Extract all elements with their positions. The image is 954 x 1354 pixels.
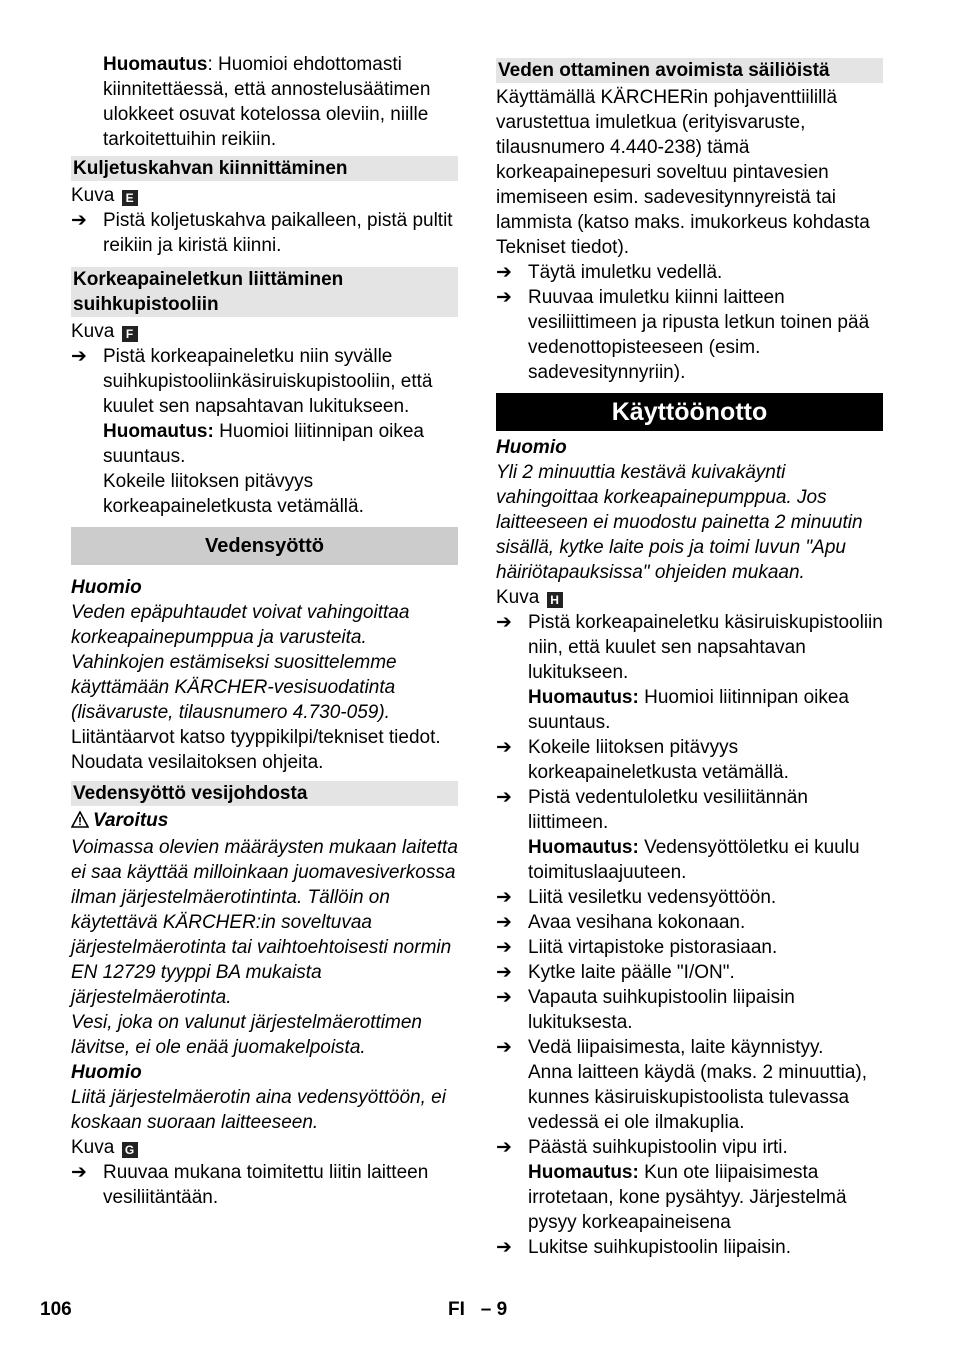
- arrow-right-icon: ➔: [496, 787, 512, 808]
- list-item: ➔ Vapauta suihkupistoolin liipaisin lukituksesta.: [496, 987, 795, 1033]
- arrow-right-icon: ➔: [496, 962, 512, 983]
- warning-title: Varoitus: [71, 808, 458, 835]
- paragraph: Käyttämällä KÄRCHERin pohjaventtiilillä varustettua imuletkua (erityisvaruste, tilausnumero 4.440-238) tämä korkeapainepesuri soveltuu pintavesien imemiseen esim. sadevesitynnyreistä tai lammista (katso maks. imukorkeus kohdasta Tekniset tiedot).: [496, 87, 870, 258]
- list-item: ➔ Pistä korkeapaineletku käsiruiskupistooliin niin, että kuulet sen napsahtavan lukitukseen.: [496, 612, 883, 683]
- caution-title: Huomio: [71, 1062, 142, 1083]
- section-heading-kuljetuskahva: Kuljetuskahvan kiinnittäminen: [71, 156, 458, 181]
- left-column: [71, 52, 458, 1210]
- caution-text: Veden epäpuhtaudet voivat vahingoittaa korkeapainepumppua ja varusteita. Vahinkojen estämiseksi suosittelemme käyttämään KÄRCHER-vesisuodatinta (lisävaruste, tilausnumero 4.730-059).: [71, 602, 410, 723]
- list-item: ➔ Pistä koljetuskahva paikalleen, pistä pultit reikiin ja kiristä kiinni.: [71, 210, 453, 256]
- figure-ref-f: Kuva F: [71, 319, 458, 344]
- list-item: ➔ Lukitse suihkupistoolin liipaisin.: [496, 1237, 791, 1258]
- list-item: ➔ Pistä korkeapaineletku niin syvälle suihkupistooliinkäsiruiskupistooliin, että kuulet sen napsahtavan lukitukseen.: [71, 346, 433, 417]
- paragraph: Noudata vesilaitoksen ohjeita.: [71, 752, 324, 773]
- note: Huomautus: Vedensyöttöletku ei kuulu toimituslaajuuteen.: [528, 837, 860, 883]
- list-item: ➔ Kokeile liitoksen pitävyys korkeapaineletkusta vetämällä.: [496, 737, 789, 783]
- warning-triangle-icon: [71, 810, 93, 835]
- paragraph: Liitäntäarvot katso tyyppikilpi/tekniset tiedot.: [71, 727, 441, 748]
- arrow-right-icon: ➔: [71, 210, 87, 231]
- arrow-right-icon: ➔: [496, 912, 512, 933]
- list-item: ➔ Päästä suihkupistoolin vipu irti.: [496, 1137, 788, 1158]
- list-item: ➔ Ruuvaa imuletku kiinni laitteen vesiliittimeen ja ripusta letkun toinen pää vedenottopisteeseen (esim. sadevesitynnyriin).: [496, 287, 870, 383]
- figure-ref-h: Kuva H: [496, 585, 883, 610]
- arrow-right-icon: ➔: [71, 346, 87, 367]
- figure-letter-icon: F: [122, 326, 138, 342]
- arrow-right-icon: ➔: [496, 937, 512, 958]
- arrow-right-icon: ➔: [496, 1137, 512, 1158]
- note-intro: Huomautus: Huomioi ehdottomasti kiinnitettäessä, että annostelusäätimen ulokkeet osuvat kotelossa oleviin, niille tarkoitettuihin reikiin.: [103, 54, 431, 150]
- list-item: ➔ Vedä liipaisimesta, laite käynnistyy.: [496, 1037, 824, 1058]
- page-number: 106: [40, 1299, 72, 1320]
- caution-title: Huomio: [71, 577, 142, 598]
- warning-text: Voimassa olevien määräysten mukaan laitetta ei saa käyttää milloinkaan juomavesiverkossa ilman järjestelmäerotintinta. Tällöin on käytettävä KÄRCHER:in soveltuvaa järjestelmäerotinta tai vaihtoehtoisesti normin EN 12729 tyyppi BA mukaista järjestelmäerotinta.: [71, 837, 458, 1008]
- section-heading-korkeapaineletku: Korkeapaineletkun liittäminen suihkupistooliin: [71, 267, 458, 317]
- list-item: ➔ Liitä vesiletku vedensyöttöön.: [496, 887, 777, 908]
- caution-text: Liitä järjestelmäerotin aina vedensyöttöön, ei koskaan suoraan laitteeseen.: [71, 1087, 446, 1133]
- figure-letter-icon: H: [547, 592, 563, 608]
- list-item: ➔ Liitä virtapistoke pistorasiaan.: [496, 937, 778, 958]
- chapter-title-kayttoonotto: Käyttöönotto: [496, 393, 883, 431]
- section-heading-avoimista: Veden ottaminen avoimista säiliöistä: [496, 58, 883, 83]
- arrow-right-icon: ➔: [496, 987, 512, 1008]
- list-item: ➔ Avaa vesihana kokonaan.: [496, 912, 746, 933]
- arrow-right-icon: ➔: [496, 1037, 512, 1058]
- note: Huomautus: Huomioi liitinnipan oikea suuntaus.: [528, 687, 849, 733]
- arrow-right-icon: ➔: [496, 737, 512, 758]
- note: Huomautus: Huomioi liitinnipan oikea suuntaus.: [103, 421, 424, 467]
- arrow-right-icon: ➔: [496, 887, 512, 908]
- caution-text: Yli 2 minuuttia kestävä kuivakäynti vahingoittaa korkeapainepumppua. Jos laitteeseen ei muodostu painetta 2 minuutin sisällä, kytke laite pois ja toimi luvun "Apu häiriötapauksissa" ohjeiden mukaan.: [496, 462, 863, 583]
- warning-text: Vesi, joka on valunut järjestelmäerottimen lävitse, ei ole enää juomakelpoista.: [71, 1012, 422, 1058]
- figure-ref-g: Kuva G: [71, 1135, 458, 1160]
- caution-title: Huomio: [496, 437, 567, 458]
- section-heading-vesijohto: Vedensyöttö vesijohdosta: [71, 781, 458, 806]
- right-column: [496, 52, 883, 1260]
- arrow-right-icon: ➔: [496, 262, 512, 283]
- arrow-right-icon: ➔: [71, 1162, 87, 1183]
- list-item: ➔ Ruuvaa mukana toimitettu liitin laitteen vesiliitäntään.: [71, 1162, 429, 1208]
- arrow-right-icon: ➔: [496, 1237, 512, 1258]
- paragraph: Kokeile liitoksen pitävyys korkeapaineletkusta vetämällä.: [103, 471, 364, 517]
- figure-letter-icon: G: [122, 1142, 138, 1158]
- paragraph: Anna laitteen käydä (maks. 2 minuuttia), kunnes käsiruiskupistoolista tulevassa vedessä ei ole ilmakuplia.: [528, 1062, 868, 1133]
- footer-lang-page: FI – 9: [448, 1299, 508, 1320]
- note: Huomautus: Kun ote liipaisimesta irrotetaan, kone pysähtyy. Järjestelmä pysyy korkeapaineisena: [528, 1162, 847, 1233]
- arrow-right-icon: ➔: [496, 287, 512, 308]
- figure-ref-e: Kuva E: [71, 183, 458, 208]
- section-band-vedensyotto: Vedensyöttö: [71, 527, 458, 565]
- list-item: ➔ Täytä imuletku vedellä.: [496, 262, 723, 283]
- figure-letter-icon: E: [122, 190, 138, 206]
- list-item: ➔ Pistä vedentuloletku vesiliitännän liittimeen.: [496, 787, 808, 833]
- arrow-right-icon: ➔: [496, 612, 512, 633]
- list-item: ➔ Kytke laite päälle "I/ON".: [496, 962, 735, 983]
